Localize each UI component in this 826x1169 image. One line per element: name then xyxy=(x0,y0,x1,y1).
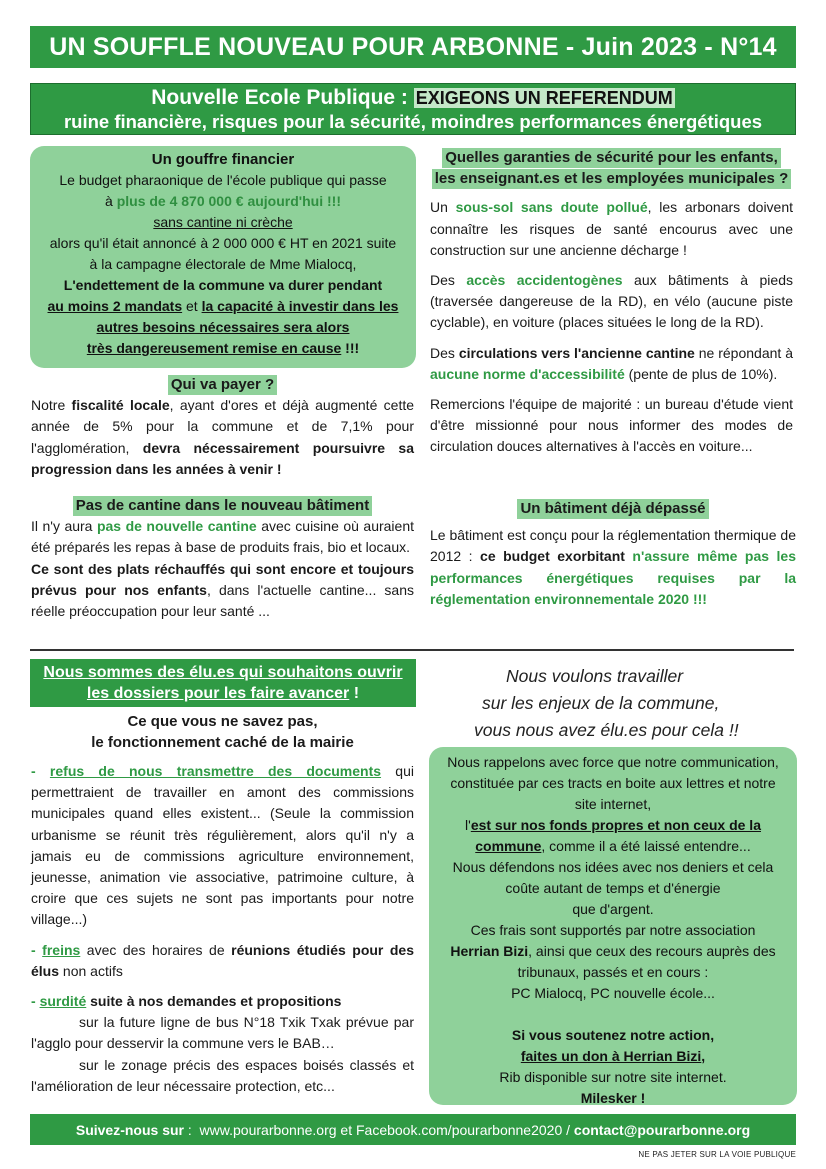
communication-text: PC Mialocq, PC nouvelle école... xyxy=(511,985,715,1001)
communication-text: Rib disponible sur notre site internet. xyxy=(499,1069,727,1085)
qui-va-payer-title: Qui va payer ? xyxy=(168,375,277,395)
list-dash: - xyxy=(31,941,43,958)
securite-text: sous-sol sans doute pollué xyxy=(455,199,648,216)
cantine-text: pas de nouvelle cantine xyxy=(96,518,257,535)
disposal-note: NE PAS JETER SUR LA VOIE PUBLIQUE xyxy=(638,1150,796,1159)
communication-text: Si vous soutenez notre action, xyxy=(511,1027,715,1043)
headline-lead: Nouvelle Ecole Publique : xyxy=(151,86,408,109)
cantine-title: Pas de cantine dans le nouveau bâtiment xyxy=(73,496,372,516)
section-divider xyxy=(30,649,794,651)
securite-text: aucune norme d'accessibilité xyxy=(430,365,625,382)
communication-text: , ainsi que ceux des recours auprès des xyxy=(528,943,776,959)
gouffre-amount: plus de 4 870 000 € aujourd'hui !!! xyxy=(116,193,341,209)
securite-text: accès accidentogènes xyxy=(466,272,623,289)
list-item-text: suite à nos demandes et propositions xyxy=(86,993,342,1010)
gouffre-text: à xyxy=(105,193,117,209)
depasse-text: Le bâtiment est conçu pour la réglementation thermique de 2012 : xyxy=(430,527,796,565)
securite-text: ne répondant à xyxy=(694,344,793,361)
batiment-depasse-title: Un bâtiment déjà dépassé xyxy=(517,499,708,519)
list-item-text: avec des horaires de xyxy=(80,941,232,958)
securite-text: (pente de plus de 10%). xyxy=(624,365,778,382)
list-dash: - xyxy=(31,993,40,1010)
cantine-text: avec cuisine où auraient été préparés les repas à base de produits frais, bio et locaux. xyxy=(31,518,415,556)
footer-label: Suivez-nous sur xyxy=(75,1121,184,1138)
gouffre-text: L'endettement de la commune va durer pendant xyxy=(63,277,383,293)
newsletter-title: UN SOUFFLE NOUVEAU POUR ARBONNE - Juin 2023 - N°14 xyxy=(49,32,777,61)
communication-text: Nous rappelons avec force que notre communication, xyxy=(447,754,779,770)
communication-text: , comme il a été laissé entendre... xyxy=(541,838,751,854)
gouffre-title: Un gouffre financier xyxy=(151,151,295,168)
communication-text: , xyxy=(701,1048,706,1064)
list-item-text: réunions étudiés pour des élus xyxy=(31,941,414,979)
gouffre-text: !!! xyxy=(341,340,360,356)
footer-links[interactable]: : www.pourarbonne.org et Facebook.com/pourarbonne2020 / xyxy=(184,1121,574,1138)
gouffre-text: et xyxy=(182,298,202,314)
communication-box xyxy=(429,747,797,1105)
communication-text: Ces frais sont supportés par notre association xyxy=(470,922,756,938)
elus-banner-text: les dossiers pour les faire avancer xyxy=(86,685,350,702)
securite-text: circulations vers l'ancienne cantine xyxy=(458,344,695,361)
list-item xyxy=(31,940,414,982)
list-item xyxy=(31,991,414,1097)
quote-line: sur les enjeux de la commune, xyxy=(482,693,720,713)
list-item xyxy=(31,761,414,931)
donate-link[interactable]: faites un don à Herrian Bizi xyxy=(520,1048,702,1064)
gouffre-text: sans cantine ni crèche xyxy=(153,214,293,230)
securite-title: les enseignant.es et les employées municipales ? xyxy=(432,169,791,189)
payer-text: Notre xyxy=(31,397,72,414)
depasse-text: n'assure même pas les performances énergétiques requises par la réglementation environnementale 2020 !!! xyxy=(430,548,796,607)
cantine-section xyxy=(31,495,414,622)
communication-text: coûte autant de temps et d'énergie xyxy=(505,880,721,896)
elus-subtitle: le fonctionnement caché de la mairie xyxy=(91,734,354,751)
elus-banner-text: ! xyxy=(349,685,360,702)
list-item-text: qui permettraient de travailler en amont des commissions municipales quand elles existent... (Seule la commission urbanisme se réunit très régulièrement, alors qu'il n'y a jamais eu de commissions agriculture environnement, jeunesse, animation vie associative, patrimoine culture, à croire que ces sujets ne sont pas importants pour notre village...) xyxy=(31,763,414,928)
gouffre-text: Le budget pharaonique de l'école publique qui passe xyxy=(59,172,387,188)
gouffre-text: autres besoins nécessaires sera alors xyxy=(96,319,350,335)
communication-text: Milesker ! xyxy=(580,1090,646,1106)
list-item-text: sur le zonage précis des espaces boisés classés et l'amélioration de leur nécessaire protection, etc... xyxy=(31,1056,414,1094)
communication-text: commune xyxy=(475,838,542,854)
qui-va-payer-section xyxy=(31,374,414,480)
headline-subtitle: ruine financière, risques pour la sécurité, moindres performances énergétiques xyxy=(63,111,763,132)
batiment-depasse-section xyxy=(430,498,796,610)
communication-text: Nous défendons nos idées avec nos deniers et cela xyxy=(452,859,774,875)
communication-text: constituée par ces tracts en boite aux lettres et notre xyxy=(450,775,776,791)
list-dash: - xyxy=(31,763,50,779)
securite-text: Des xyxy=(430,272,467,289)
communication-text: l' xyxy=(465,817,471,833)
communication-text: est sur nos fonds propres et non ceux de la xyxy=(470,817,761,833)
communication-text: tribunaux, passés et en cours : xyxy=(517,964,709,980)
newsletter-banner xyxy=(30,26,796,68)
quote xyxy=(430,663,798,744)
headline-highlight: EXIGEONS UN REFERENDUM xyxy=(415,88,673,108)
securite-text: Des xyxy=(430,344,459,361)
communication-text: site internet, xyxy=(574,796,652,812)
gouffre-text: très dangereusement remise en cause xyxy=(86,340,342,356)
cantine-text: Il n'y aura xyxy=(31,518,97,535)
payer-text: fiscalité locale xyxy=(71,397,170,414)
securite-section xyxy=(430,147,793,467)
elus-subtitle: Ce que vous ne savez pas, xyxy=(127,713,318,730)
list-item-title: surdité xyxy=(39,993,87,1010)
footer-banner xyxy=(30,1114,796,1145)
securite-text: Un xyxy=(430,199,456,216)
communication-text: Herrian Bizi xyxy=(450,943,529,959)
gouffre-text: alors qu'il était annoncé à 2 000 000 € HT en 2021 suite xyxy=(49,235,397,251)
securite-text: Remercions l'équipe de majorité : un bureau d'étude vient d'être missionné pour nous informer des modes de circulation douces alternatives à l'accès en voiture... xyxy=(430,396,793,455)
headline-banner xyxy=(30,83,796,135)
depasse-text: ce budget exorbitant xyxy=(480,548,625,565)
quote-line: vous nous avez élu.es pour cela !! xyxy=(474,720,739,740)
gouffre-box xyxy=(30,146,416,368)
list-item-title: freins xyxy=(42,941,81,958)
elus-banner xyxy=(30,659,416,707)
gouffre-text: au moins 2 mandats xyxy=(47,298,183,314)
securite-text: aux bâtiments à pieds (traversée dangereuse de la RD), en vélo (aucune piste cyclable), en voiture (places situées le long de la RD). xyxy=(430,272,793,331)
quote-line: Nous voulons travailler xyxy=(506,666,684,686)
elus-banner-text: Nous sommes des élu.es qui souhaitons ouvrir xyxy=(43,664,403,681)
cantine-text: Ce sont des plats réchauffés qui sont encore et toujours prévus pour nos enfants xyxy=(31,560,414,598)
cantine-text: , dans l'actuelle cantine... sans réelle préoccupation pour leur santé ... xyxy=(31,581,415,620)
securite-title: Quelles garanties de sécurité pour les enfants, xyxy=(442,148,781,168)
gouffre-text: à la campagne électorale de Mme Mialocq, xyxy=(89,256,357,272)
communication-text: que d'argent. xyxy=(572,901,654,917)
gouffre-text: la capacité à investir dans les xyxy=(201,298,399,314)
payer-text: devra nécessairement poursuivre sa progression dans les années à venir ! xyxy=(31,439,414,477)
elus-section xyxy=(31,711,414,1097)
list-item-text: non actifs xyxy=(59,962,123,979)
list-item-text: sur la future ligne de bus N°18 Txik Txak prévue par l'agglo pour desservir la commune vers le BAB… xyxy=(31,1014,414,1052)
payer-text: , ayant d'ores et déjà augmenté cette année de 5% pour la commune et de 7,1% pour l'agglomération, xyxy=(31,397,415,456)
footer-email[interactable]: contact@pourarbonne.org xyxy=(573,1121,751,1138)
securite-text: , les arbonars doivent connaître les risques de santé encourus avec une construction sur une ancienne décharge ! xyxy=(430,199,794,258)
list-item-title: refus de nous transmettre des documents xyxy=(49,763,382,779)
